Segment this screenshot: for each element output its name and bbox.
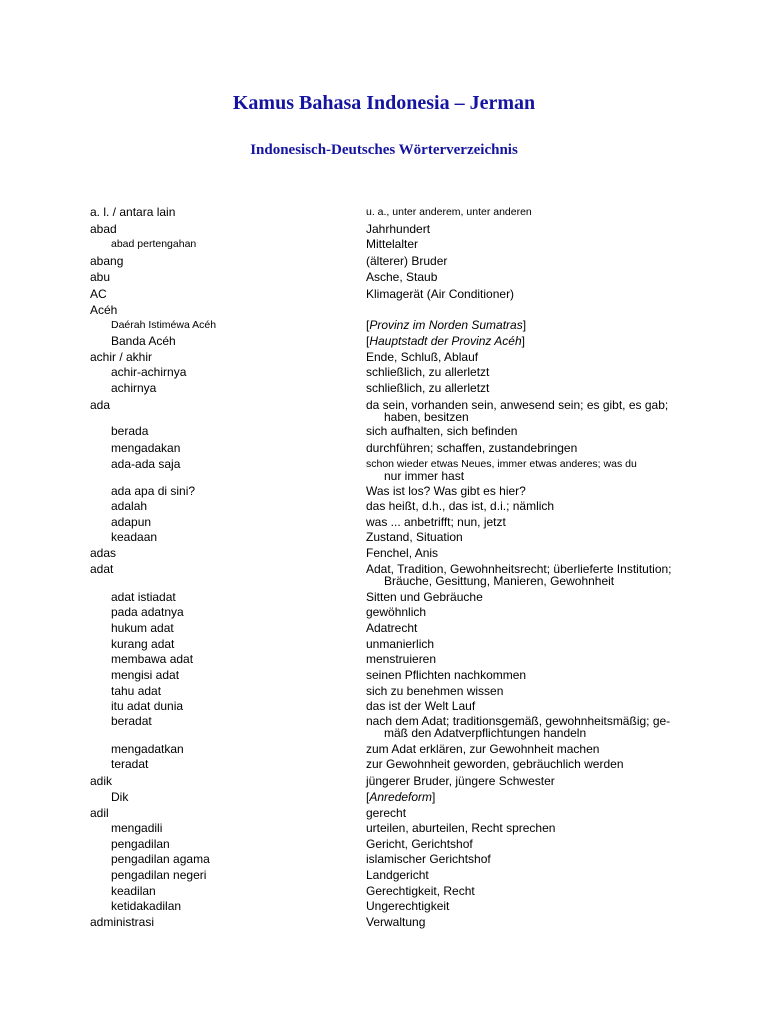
definition-line: nach dem Adat; traditionsgemäß, gewohnheitsmäßig; ge-	[366, 714, 671, 728]
bracket-open: [	[366, 790, 370, 804]
term: teradat	[111, 757, 149, 771]
definition: Was ist los? Was gibt es hier?	[366, 484, 526, 498]
term: pengadilan	[111, 837, 170, 851]
term: achirnya	[111, 381, 157, 395]
definition-continuation: Bräuche, Gesittung, Manieren, Gewohnheit	[384, 574, 615, 588]
term: ketidakadilan	[111, 899, 182, 913]
bracket-close: ]	[432, 790, 436, 804]
definition: zur Gewohnheit geworden, gebräuchlich werden	[366, 757, 624, 771]
term: mengadili	[111, 821, 163, 835]
definition: unmanierlich	[366, 637, 435, 651]
term: mengadatkan	[111, 742, 184, 756]
term: ada-ada saja	[111, 457, 181, 471]
term: administrasi	[90, 915, 155, 929]
term: ada	[90, 398, 111, 412]
definition: schließlich, zu allerletzt	[366, 365, 490, 379]
definition	[366, 715, 706, 739]
term: adat	[90, 562, 114, 576]
term: abu	[90, 270, 111, 284]
bracket-open: [	[366, 318, 370, 332]
term: Daérah Istiméwa Acéh	[111, 319, 217, 331]
term: membawa adat	[111, 652, 194, 666]
definition: gewöhnlich	[366, 605, 427, 619]
term: mengisi adat	[111, 668, 180, 682]
term: itu adat dunia	[111, 699, 184, 713]
definition: Gericht, Gerichtshof	[366, 837, 473, 851]
definition-continuation: mäß den Adatverpflichtungen handeln	[384, 726, 587, 740]
term: abang	[90, 254, 124, 268]
definition	[366, 335, 706, 347]
term: abad	[90, 222, 117, 236]
term: adil	[90, 806, 109, 820]
page-subtitle: Indonesisch-Deutsches Wörterverzeichnis	[250, 142, 518, 158]
definition: Ende, Schluß, Ablauf	[366, 350, 479, 364]
term: abad pertengahan	[111, 238, 197, 250]
definition: zum Adat erklären, zur Gewohnheit machen	[366, 742, 600, 756]
definition: menstruieren	[366, 652, 437, 666]
term: pengadilan negeri	[111, 868, 207, 882]
definition: Ungerechtigkeit	[366, 899, 450, 913]
definition-continuation: haben, besitzen	[384, 410, 469, 424]
bracket-close: ]	[522, 318, 527, 332]
definition-continuation: nur immer hast	[384, 469, 465, 483]
term: berada	[111, 424, 149, 438]
term: keadaan	[111, 530, 158, 544]
definition: durchführen; schaffen, zustandebringen	[366, 441, 578, 455]
term: achir / akhir	[90, 350, 153, 364]
definition: sich aufhalten, sich befinden	[366, 424, 518, 438]
definition: Zustand, Situation	[366, 530, 463, 544]
definition-italic: Anredeform	[369, 790, 433, 804]
definition	[366, 319, 706, 331]
term: adalah	[111, 499, 148, 513]
term: keadilan	[111, 884, 156, 898]
definition: islamischer Gerichtshof	[366, 852, 491, 866]
term: AC	[90, 287, 107, 301]
term: tahu adat	[111, 684, 162, 698]
definition	[366, 458, 706, 482]
definition: Gerechtigkeit, Recht	[366, 884, 475, 898]
definition: Adatrecht	[366, 621, 418, 635]
definition-line: da sein, vorhanden sein, anwesend sein; es gibt, es gab;	[366, 398, 669, 412]
definition: schließlich, zu allerletzt	[366, 381, 490, 395]
term: mengadakan	[111, 441, 181, 455]
term: hukum adat	[111, 621, 174, 635]
term: pada adatnya	[111, 605, 184, 619]
definition: Klimagerät (Air Conditioner)	[366, 287, 515, 301]
definition	[366, 791, 706, 803]
definition: urteilen, aburteilen, Recht sprechen	[366, 821, 556, 835]
term: achir-achirnya	[111, 365, 187, 379]
term: adat istiadat	[111, 590, 176, 604]
definition: gerecht	[366, 806, 407, 820]
definition	[366, 399, 706, 423]
definition-italic: Provinz im Norden Sumatras	[369, 318, 523, 332]
definition: Jahrhundert	[366, 222, 431, 236]
term: Banda Acéh	[111, 334, 176, 348]
definition: seinen Pflichten nachkommen	[366, 668, 527, 682]
term: kurang adat	[111, 637, 175, 651]
term: adas	[90, 546, 117, 560]
bracket-open: [	[366, 334, 370, 348]
definition: Mittelalter	[366, 237, 419, 251]
term: Dik	[111, 790, 129, 804]
definition: das ist der Welt Lauf	[366, 699, 476, 713]
bracket-close: ]	[521, 334, 525, 348]
term: adapun	[111, 515, 152, 529]
definition: u. a., unter anderem, unter anderen	[366, 206, 532, 218]
definition: jüngerer Bruder, jüngere Schwester	[366, 774, 555, 788]
definition: Asche, Staub	[366, 270, 438, 284]
term: pengadilan agama	[111, 852, 210, 866]
definition-line: schon wieder etwas Neues, immer etwas anderes; was du	[366, 458, 637, 470]
definition: Landgericht	[366, 868, 429, 882]
term: adik	[90, 774, 113, 788]
definition	[366, 563, 706, 587]
term: Acéh	[90, 303, 118, 317]
term: ada apa di sini?	[111, 484, 196, 498]
term: beradat	[111, 714, 152, 728]
definition: das heißt, d.h., das ist, d.i.; nämlich	[366, 499, 555, 513]
definition: Sitten und Gebräuche	[366, 590, 483, 604]
definition-italic: Hauptstadt der Provinz Acéh	[369, 334, 522, 348]
definition: was ... anbetrifft; nun, jetzt	[366, 515, 506, 529]
page-title: Kamus Bahasa Indonesia – Jerman	[232, 92, 536, 114]
definition: Verwaltung	[366, 915, 426, 929]
definition: Fenchel, Anis	[366, 546, 439, 560]
definition: (älterer) Bruder	[366, 254, 448, 268]
definition: sich zu benehmen wissen	[366, 684, 504, 698]
term: a. l. / antara lain	[90, 205, 176, 219]
definition-line: Adat, Tradition, Gewohnheitsrecht; überlieferte Institution;	[366, 562, 672, 576]
